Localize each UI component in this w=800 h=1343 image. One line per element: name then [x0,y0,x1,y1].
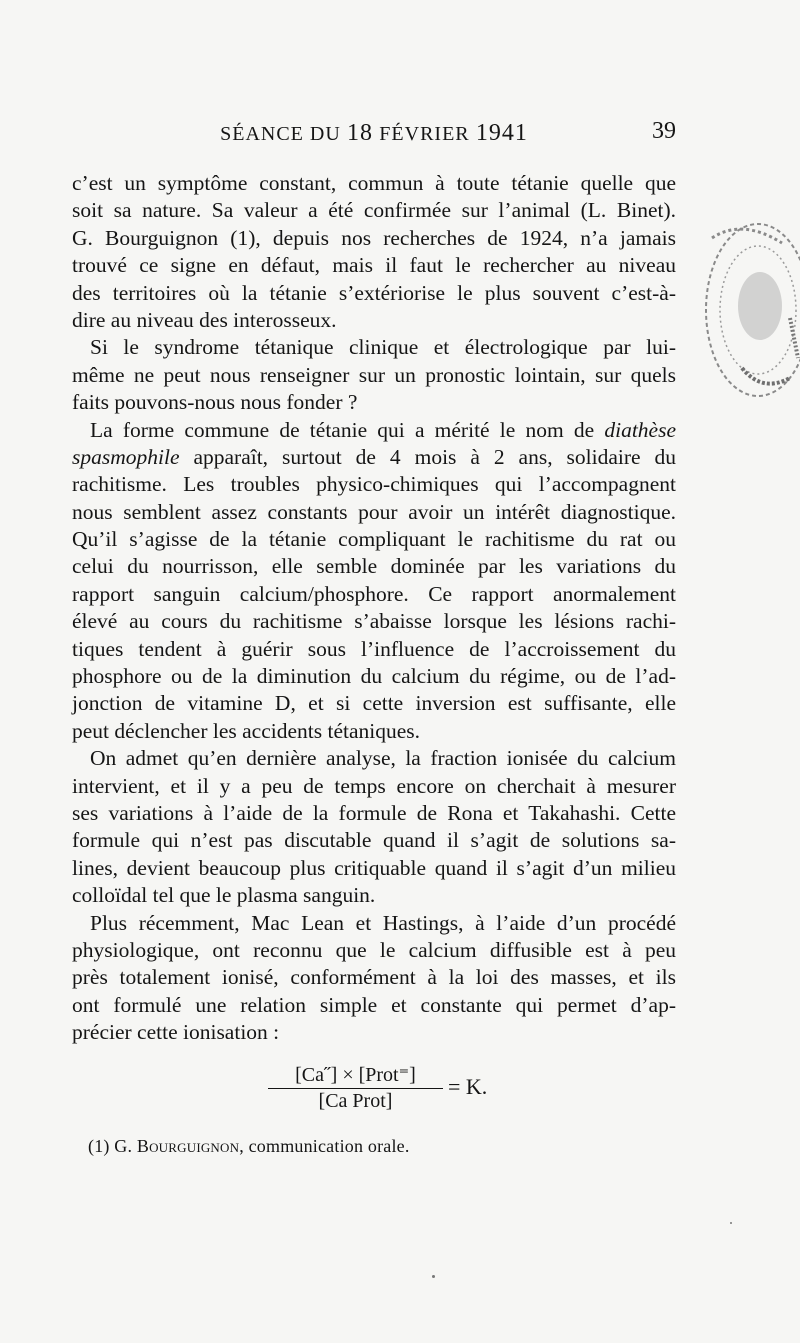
text-line: physiologique, ont reconnu que le calcium diffusible est à peu [72,937,676,962]
text-line: Si le syndrome tétanique clinique et électrologique par lui- [90,335,676,360]
text-line: rapport sanguin calcium/phosphore. Ce rapport anormalement [72,581,676,606]
text-line: formule qui n’est pas discutable quand il s’agit de solutions sa- [72,828,676,853]
text-line: près totalement ionisé, conformément à la loi des masses, et ils [72,965,676,990]
text-line-with-italic [72,417,676,444]
body-text [72,170,676,1047]
text-line: c’est un symptôme constant, commun à toute tétanie quelle que [72,171,676,195]
library-stamp-icon [672,218,800,418]
text-line: des territoires où la tétanie s’extériorise le plus souvent c’est-à- [72,280,676,305]
running-head [72,118,676,152]
text-line: G. Bourguignon (1), depuis nos recherches de 1924, n’a jamais [72,225,676,250]
header-year: 1941 [475,120,528,146]
text-line: celui du nourrisson, elle semble dominée par les variations du [72,554,676,579]
header-month: FÉVRIER [379,123,470,145]
text-line: jonction de vitamine D, et si cette inversion est suffisante, elle [72,691,676,716]
footnote-author: Bourguignon [136,1136,240,1156]
formula [268,1062,498,1114]
footnote-marker: (1) G. [88,1136,133,1156]
text-line-with-italic [72,444,676,471]
italic-term: spasmophile [72,444,180,469]
text-line: On admet qu’en dernière analyse, la fraction ionisée du calcium [90,746,676,771]
formula-denominator: [Ca Prot] [318,1090,393,1112]
text-line: colloïdal tel que le plasma sanguin. [72,883,376,908]
formula-result: = K. [448,1074,488,1099]
footnote-text: , communication orale. [239,1136,410,1156]
text-line: rachitisme. Les troubles physico-chimiques qui l’accompagnent [72,472,676,497]
text-line: Plus récemment, Mac Lean et Hastings, à l’aide d’un procédé [90,910,676,935]
text-line: peut déclencher les accidents tétaniques. [72,718,421,743]
text-segment: La forme commune de tétanie qui a mérité le nom de [90,417,605,442]
text-line: trouvé ce signe en défaut, mais il faut le rechercher au niveau [72,253,676,278]
paper-speck [730,1222,732,1224]
formula-fraction [268,1062,443,1113]
italic-term: diathèse [604,417,676,442]
text-line: ont formulé une relation simple et constante qui permet d’ap- [72,992,676,1017]
text-line: même ne peut nous renseigner sur un pronostic lointain, sur quels [72,362,676,387]
text-line: lines, devient beaucoup plus critiquable quand il s’agit d’un milieu [72,855,676,880]
text-line: précier cette ionisation : [72,1020,280,1045]
page-number: 39 [652,118,676,144]
header-title [72,120,676,147]
paper-speck [432,1275,435,1278]
text-line: phosphore ou de la diminution du calcium du régime, ou de l’ad- [72,664,676,689]
text-line: élevé au cours du rachitisme s’abaisse lorsque les lésions rachi- [72,609,676,634]
text-line: faits pouvons-nous nous fonder ? [72,390,358,415]
formula-numerator: [Ca˝] × [Prot⁼] [268,1062,443,1089]
text-line: soit sa nature. Sa valeur a été confirmée sur l’animal (L. Binet). [72,198,676,223]
text-segment: apparaît, surtout de 4 mois à 2 ans, solidaire du [179,444,676,469]
text-line: Qu’il s’agisse de la tétanie compliquant le rachitisme du rat ou [72,527,676,552]
text-line: nous semblent assez constants pour avoir un intérêt diagnostique. [72,499,676,524]
header-seance: SÉANCE DU [220,123,341,145]
text-line: ses variations à l’aide de la formule de Rona et Takahashi. Cette [72,800,676,825]
text-line: tiques tendent à guérir sous l’influence de l’accroissement du [72,636,676,661]
text-line: dire au niveau des interosseux. [72,307,337,332]
header-day: 18 [347,120,374,146]
footnote [88,1136,410,1157]
text-line: intervient, et il y a peu de temps encore on cherchait à mesurer [72,773,676,798]
